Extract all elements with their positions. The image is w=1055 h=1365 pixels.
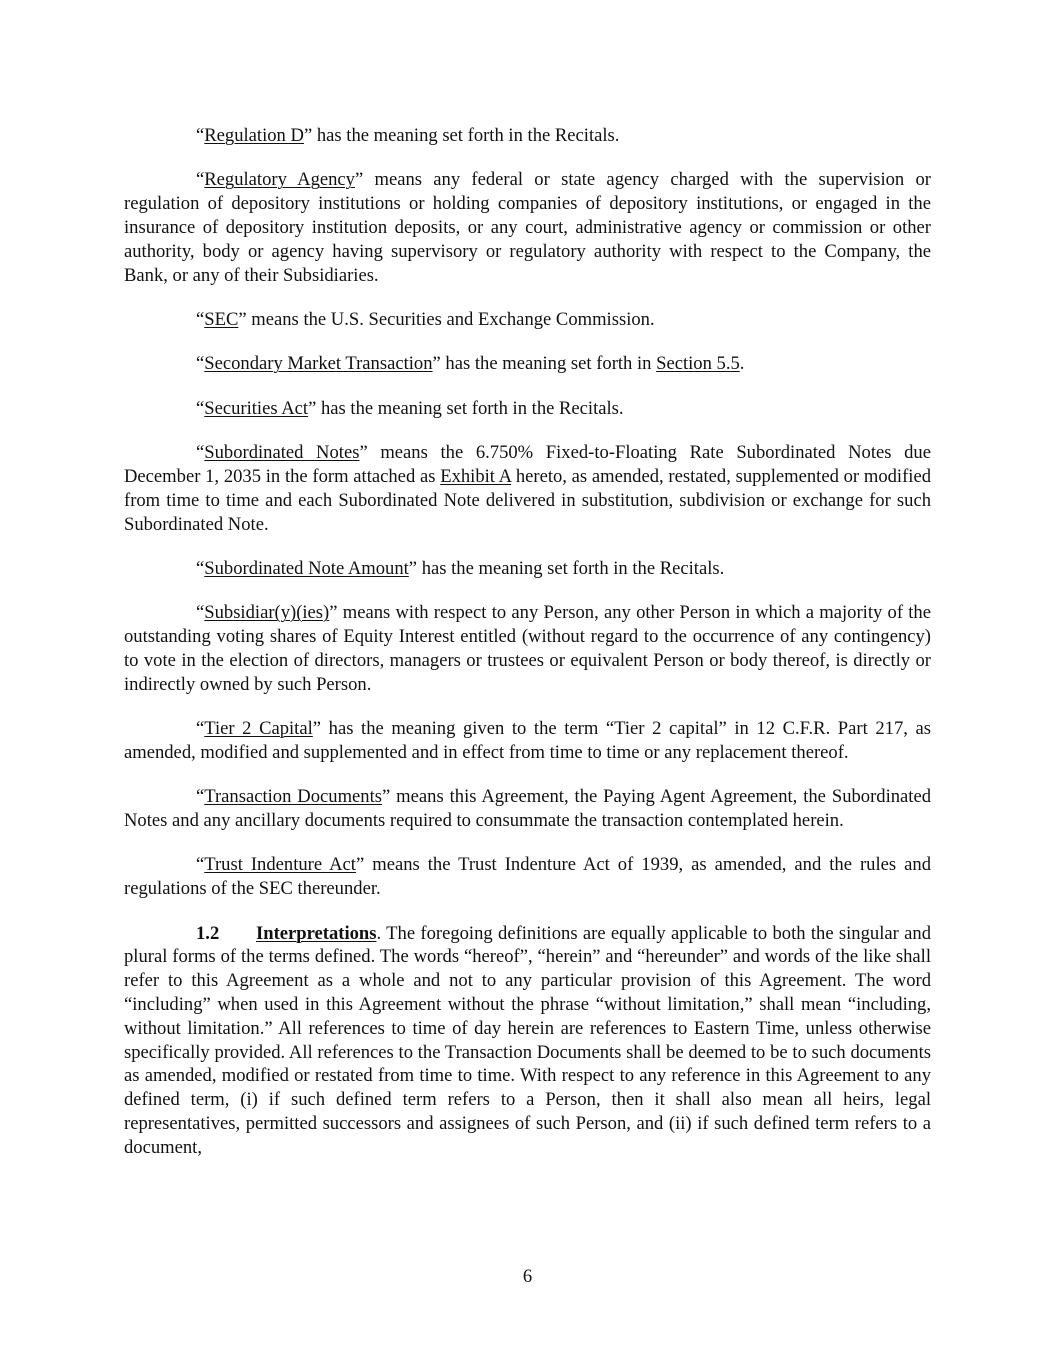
definition-subsidiaries: “Subsidiar(y)(ies)” means with respect to any Person, any other Person in which a majority of the outstanding voting shares of Equity Interest entitled (without regard to the occurrence of any contingency) to vote in the election of directors, managers or trustees or equivalent Person or body thereof, is directly or indirectly owned by such Person. [124, 602, 931, 695]
definition-regulatory-agency: “Regulatory Agency” means any federal or state agency charged with the supervision or regulation of depository institutions or holding companies of depository institutions, or engaged in the insurance of depository institution deposits, or any court, administrative agency or commission or other authority, body or agency having supervisory or regulatory authority with respect to the Company, the Bank, or any of their Subsidiaries. [124, 169, 931, 286]
section-body: The foregoing definitions are equally applicable to both the singular and plural forms of the terms defined. The words “hereof”, “herein” and “hereunder” and words of the like shall refer to this Agreement as a whole and not to any particular provision of this Agreement. The word “including” when used in this Agreement without the phrase “without limitation,” shall mean “including, without limitation.” All references to time of day herein are references to Eastern Time, unless otherwise specifically provided. All references to the Transaction Documents shall be deemed to be to such documents as amended, modified or restated from time to time. With respect to any reference in this Agreement to any defined term, (i) if such defined term refers to a Person, then it shall also mean all heirs, legal representatives, permitted successors and assignees of such Person, and (ii) if such defined term refers to a document, [124, 922, 931, 1158]
defined-term: Tier 2 Capital [204, 718, 313, 740]
defined-term: Subordinated Notes [204, 442, 360, 464]
definition-tier-2-capital: “Tier 2 Capital” has the meaning given to the term “Tier 2 capital” in 12 C.F.R. Part 217, as amended, modified and supplemented and in effect from time to time or any replacement thereof. [124, 718, 931, 763]
definition-subordinated-notes: “Subordinated Notes” means the 6.750% Fixed-to-Floating Rate Subordinated Notes due December 1, 2035 in the form attached as Exhibit A hereto, as amended, restated, supplemented or modified from time to time and each Subordinated Note delivered in substitution, subdivision or exchange for such Subordinated Note. [124, 442, 931, 535]
defined-term: Trust Indenture Act [204, 854, 356, 876]
page-number: 6 [522, 1266, 533, 1287]
defined-term: Regulatory Agency [204, 169, 355, 191]
definition-sec: “SEC” means the U.S. Securities and Exchange Commission. [196, 308, 655, 330]
section-number: 1.2 [196, 922, 220, 944]
defined-term: Regulation D [204, 125, 304, 146]
definition-secondary-market-transaction: “Secondary Market Transaction” has the meaning set forth in Section 5.5. [196, 353, 745, 375]
definition-regulation-d: “Regulation D” has the meaning set forth in the Recitals. [196, 125, 620, 146]
defined-term: Secondary Market Transaction [204, 353, 433, 375]
exhibit-reference: Exhibit A [440, 465, 512, 487]
section-heading: Interpretations [256, 922, 377, 944]
defined-term: Subsidiar(y)(ies) [204, 602, 330, 624]
defined-term: SEC [204, 308, 239, 330]
definition-transaction-documents: “Transaction Documents” means this Agreement, the Paying Agent Agreement, the Subordinated Notes and any ancillary documents required to consummate the transaction contemplated herein. [124, 786, 932, 832]
document-page [124, 124, 931, 1160]
section-interpretations: 1.2 Interpretations. The foregoing definitions are equally applicable to both the singular and plural forms of the terms defined. The words “hereof”, “herein” and “hereunder” and words of the like shall refer to this Agreement as a whole and not to any particular provision of this Agreement. The word “including” when used in this Agreement without the phrase “without limitation,” shall mean “including, without limitation.” All references to time of day herein are references to Eastern Time, unless otherwise specifically provided. All references to the Transaction Documents shall be deemed to be to such documents as amended, modified or restated from time to time. With respect to any reference in this Agreement to any defined term, (i) if such defined term refers to a Person, then it shall also mean all heirs, legal representatives, permitted successors and assignees of such Person, and (ii) if such defined term refers to a document, [124, 922, 931, 1158]
definition-trust-indenture-act: “Trust Indenture Act” means the Trust Indenture Act of 1939, as amended, and the rules and regulations of the SEC thereunder. [124, 854, 931, 900]
definition-securities-act: “Securities Act” has the meaning set forth in the Recitals. [196, 397, 624, 419]
section-reference: Section 5.5 [656, 353, 740, 375]
defined-term: Transaction Documents [204, 786, 382, 808]
definition-subordinated-note-amount: “Subordinated Note Amount” has the meaning set forth in the Recitals. [196, 557, 725, 579]
defined-term: Subordinated Note Amount [204, 557, 409, 579]
defined-term: Securities Act [204, 397, 309, 419]
